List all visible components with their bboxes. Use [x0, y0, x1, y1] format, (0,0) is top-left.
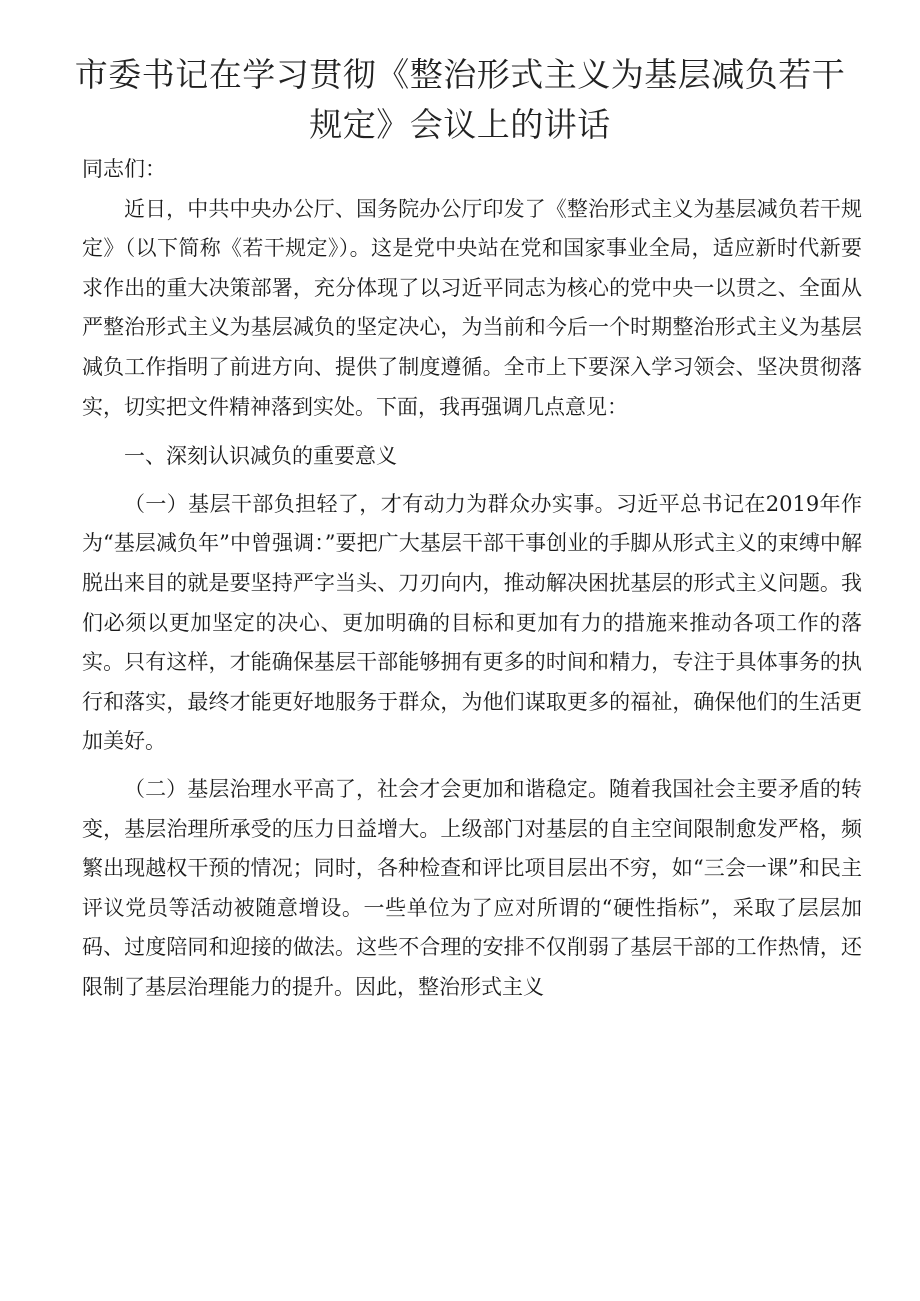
- point-2-paragraph: （二）基层治理水平高了，社会才会更加和谐稳定。随着我国社会主要矛盾的转变，基层治理所承受的压力日益增大。上级部门对基层的自主空间限制愈发严格，频繁出现越权干预的情况；同时，各种检查和评比项目层出不穷，如“三会一课”和民主评议党员等活动被随意增设。一些单位为了应对所谓的“硬性指标”，采取了层层加码、过度陪同和迎接的做法。这些不合理的安排不仅削弱了基层干部的工作热情，还限制了基层治理能力的提升。因此，整治形式主义: [82, 776, 862, 999]
- point-1-paragraph: （一）基层干部负担轻了，才有动力为群众办实事。习近平总书记在2019年作为“基层减负年”中曾强调：”要把广大基层干部干事创业的手脚从形式主义的束缚中解脱出来目的就是要坚持严字当头、刀刃向内，推动解决困扰基层的形式主义问题。我们必须以更加坚定的决心、更加明确的目标和更加有力的措施来推动各项工作的落实。只有这样，才能确保基层干部能够拥有更多的时间和精力，专注于具体事务的执行和落实，最终才能更好地服务于群众，为他们谋取更多的福祉，确保他们的生活更加美好。: [82, 491, 862, 754]
- section-heading-1: 一、深刻认识减负的重要意义: [124, 444, 397, 469]
- intro-paragraph: 近日，中共中央办公厅、国务院办公厅印发了《整治形式主义为基层减负若干规定》（以下简称《若干规定》）。这是党中央站在党和国家事业全局，适应新时代新要求作出的重大决策部署，充分体现了以习近平同志为核心的党中央一以贯之、全面从严整治形式主义为基层减负的坚定决心，为当前和今后一个时期整治形式主义为基层减负工作指明了前进方向、提供了制度遵循。全市上下要深入学习领会、坚决贯彻落实，切实把文件精神落到实处。下面，我再强调几点意见：: [82, 196, 862, 419]
- document-title: 市委书记在学习贯彻《整治形式主义为基层减负若干规定》会议上的讲话: [74, 55, 846, 144]
- document-body: [82, 150, 862, 1007]
- salutation: 同志们：: [82, 157, 166, 181]
